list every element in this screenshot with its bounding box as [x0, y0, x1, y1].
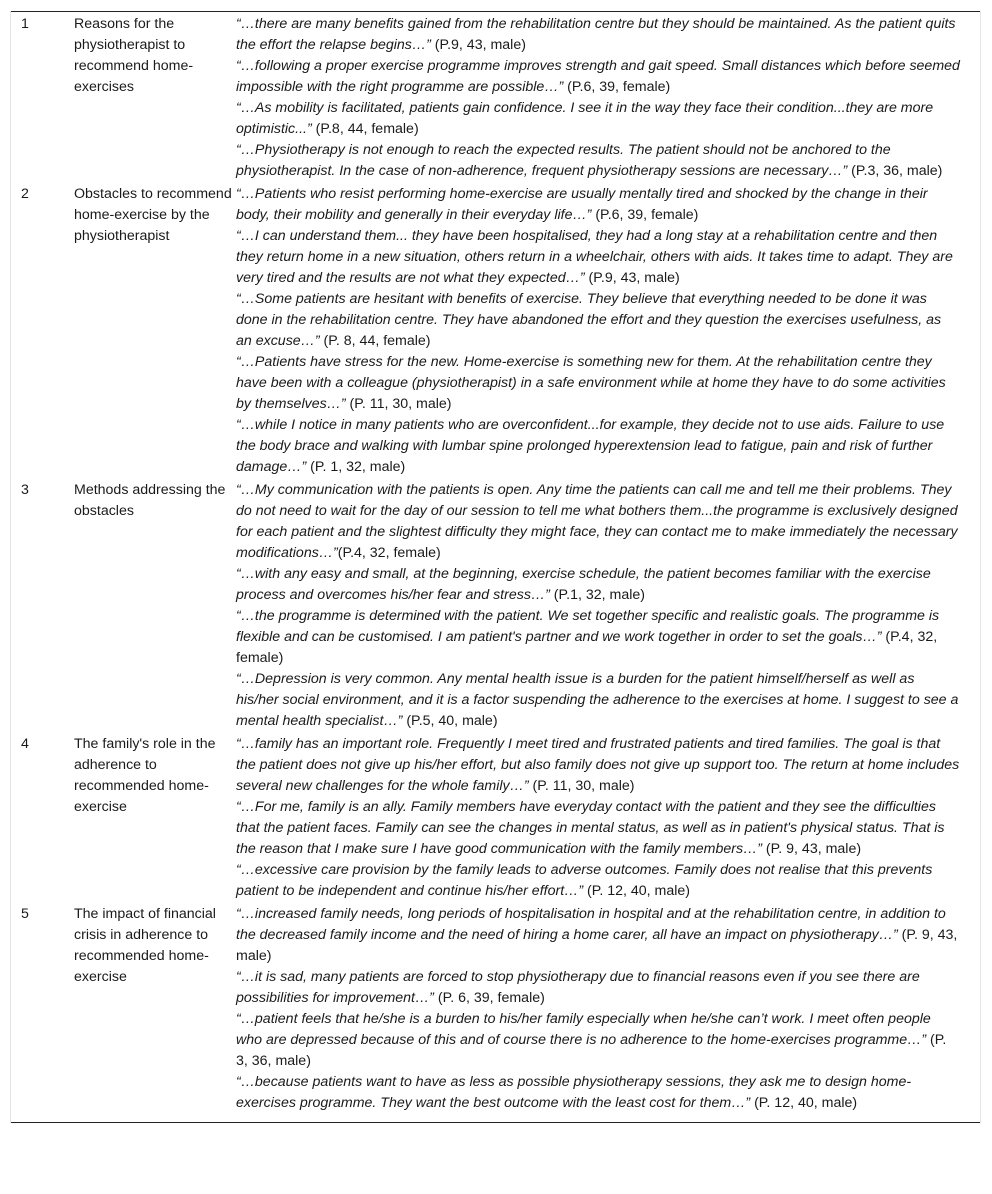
participant-citation: (P. 8, 44, female): [319, 333, 431, 349]
participant-quote: [236, 734, 960, 797]
theme-title: The family's role in the adherence to recommended home-exercise: [74, 736, 216, 815]
quotes-cell: [236, 12, 980, 183]
quote-text: “…Physiotherapy is not enough to reach the expected results. The patient should not be anchored to the physiotherapist. In the case of non-adherence, frequent physiotherapy sessions are necessary…”: [236, 142, 891, 179]
theme-title: Reasons for the physiotherapist to recommend home-exercises: [74, 16, 194, 95]
quotes-cell: [236, 732, 980, 902]
quote-text: “…patient feels that he/she is a burden to his/her family especially when he/she can’t work. I meet often people who are depressed because of this and of course there is no adherence to the home-exercises programme…”: [236, 1011, 931, 1048]
participant-citation: (P. 3, 36, male): [236, 1032, 947, 1069]
participant-quote: [236, 860, 960, 902]
participant-quote: [236, 606, 960, 669]
quote-text: “…Some patients are hesitant with benefits of exercise. They believe that everything needed to be done it was done in the rehabilitation centre. They have abandoned the effort and they question the exercises usefulness, as an excuse…”: [236, 291, 942, 349]
quote-text: “…it is sad, many patients are forced to stop physiotherapy due to financial reasons even if you see there are possibilities for improvement…”: [236, 969, 920, 1006]
quote-text: “…while I notice in many patients who are overconfident...for example, they decide not to use aids. Failure to use the body brace and walking with lumbar spine prolonged hyperextension lead to fatigue, pain and risk of further damage…”: [236, 417, 945, 475]
participant-quote: [236, 564, 960, 606]
theme-title: Obstacles to recommend home-exercise by the physiotherapist: [74, 186, 232, 244]
participant-citation: (P.8, 44, female): [311, 121, 419, 137]
participant-citation: (P.5, 40, male): [402, 713, 498, 729]
quote-text: “…As mobility is facilitated, patients gain confidence. I see it in the way they face their condition...they are more optimistic...”: [236, 100, 934, 137]
quote-text: “…Depression is very common. Any mental health issue is a burden for the patient himself/herself as well as his/her social environment, and it is a factor suspending the adherence to the exercises at home. I suggest to see a mental health specialist…”: [236, 671, 959, 729]
participant-quote: [236, 56, 960, 98]
themes-table-container: [10, 11, 981, 1123]
quote-text: “…the programme is determined with the patient. We set together specific and realistic goals. The programme is flexible and can be customised. I am patient's partner and we work together in order to set the goals…”: [236, 608, 940, 645]
theme-number: 1: [21, 16, 29, 32]
quote-text: “…because patients want to have as less as possible physiotherapy sessions, they ask me to design home-exercises programme. They want the best outcome with the least cost for them…”: [236, 1074, 912, 1111]
quote-text: “…family has an important role. Frequently I meet tired and frustrated patients and tired families. The goal is that the patient does not give up his/her effort, but also family does not give up support too. The return at home includes several new challenges for the whole family…”: [236, 736, 960, 794]
participant-quote: [236, 1009, 960, 1072]
quotes-cell: [236, 478, 980, 732]
participant-citation: (P. 12, 40, male): [583, 883, 691, 899]
participant-quote: [236, 967, 960, 1009]
quote-text: “…there are many benefits gained from the rehabilitation centre but they should be maintained. As the patient quits the effort the relapse begins…”: [236, 16, 956, 53]
participant-quote: [236, 904, 960, 967]
participant-citation: (P.4, 32, female): [337, 545, 441, 561]
participant-citation: (P. 12, 40, male): [750, 1095, 858, 1111]
participant-quote: [236, 669, 960, 732]
participant-citation: (P.6, 39, female): [591, 207, 699, 223]
participant-quote: [236, 289, 960, 352]
participant-quote: [236, 480, 960, 564]
table-row: [11, 732, 980, 902]
quotes-cell: [236, 182, 980, 478]
theme-number: 4: [21, 736, 29, 752]
participant-citation: (P. 9, 43, male): [761, 841, 862, 857]
quote-text: “…For me, family is an ally. Family members have everyday contact with the patient and they see the difficulties that the patient faces. Family can see the changes in mental status, as well as in patient's physical status. That is the reason that I make sure I have good communication with the family members…”: [236, 799, 945, 857]
participant-quote: [236, 226, 960, 289]
quote-text: “…Patients who resist performing home-exercise are usually mentally tired and shocked by the change in their body, their mobility and generally in their everyday life…”: [236, 186, 928, 223]
participant-citation: (P.6, 39, female): [563, 79, 671, 95]
participant-quote: [236, 184, 960, 226]
participant-citation: (P.9, 43, male): [430, 37, 526, 53]
participant-quote: [236, 98, 960, 140]
quote-text: “…My communication with the patients is open. Any time the patients can call me and tell me their problems. They do not need to wait for the day of our session to tell me what bothers them...the programme is exclusively designed for each patient and the slightest difficulty they might face, they can contact me to make immediately the necessary modifications…”: [236, 482, 958, 561]
quote-text: “…following a proper exercise programme improves strength and gait speed. Small distances which before seemed impossible with the right programme are possible…”: [236, 58, 960, 95]
quote-text: “…I can understand them... they have been hospitalised, they had a long stay at a rehabilitation centre and then they return home in a new situation, others return in a wheelchair, others with aids. It takes time to adapt. They are very tired and the results are not what they expected…”: [236, 228, 953, 286]
participant-quote: [236, 415, 960, 478]
participant-citation: (P.4, 32, female): [236, 629, 938, 666]
table-row: [11, 902, 980, 1123]
participant-quote: [236, 14, 960, 56]
participant-quote: [236, 1072, 960, 1114]
participant-quote: [236, 140, 960, 182]
participant-quote: [236, 797, 960, 860]
participant-citation: (P.1, 32, male): [549, 587, 645, 603]
table-row: [11, 12, 980, 183]
participant-citation: (P. 11, 30, male): [528, 778, 635, 794]
theme-number: 2: [21, 186, 29, 202]
participant-quote: [236, 352, 960, 415]
quote-text: “…increased family needs, long periods of hospitalisation in hospital and at the rehabilitation centre, in addition to the decreased family income and the need of hiring a home carer, all have an impact on physiotherapy…”: [236, 906, 946, 943]
themes-quotes-table: [11, 11, 980, 1123]
participant-citation: (P.3, 36, male): [847, 163, 943, 179]
table-row: [11, 182, 980, 478]
theme-title: The impact of financial crisis in adherence to recommended home-exercise: [74, 906, 216, 985]
quote-text: “…Patients have stress for the new. Home-exercise is something new for them. At the rehabilitation centre they have been with a colleague (physiotherapist) in a safe environment while at home they have to do some activities by themselves…”: [236, 354, 946, 412]
table-row: [11, 478, 980, 732]
participant-citation: (P. 11, 30, male): [345, 396, 452, 412]
theme-number: 5: [21, 906, 29, 922]
participant-citation: (P.9, 43, male): [584, 270, 680, 286]
quote-text: “…excessive care provision by the family leads to adverse outcomes. Family does not realise that this prevents patient to be independent and continue his/her effort…”: [236, 862, 933, 899]
theme-number: 3: [21, 482, 29, 498]
quote-text: “…with any easy and small, at the beginning, exercise schedule, the patient becomes familiar with the exercise process and overcomes his/her fear and stress…”: [236, 566, 931, 603]
participant-citation: (P. 9, 43, male): [236, 927, 958, 964]
table-body: [11, 12, 980, 1123]
quotes-cell: [236, 902, 980, 1123]
participant-citation: (P. 1, 32, male): [306, 459, 406, 475]
participant-citation: (P. 6, 39, female): [433, 990, 545, 1006]
theme-title: Methods addressing the obstacles: [74, 482, 226, 519]
